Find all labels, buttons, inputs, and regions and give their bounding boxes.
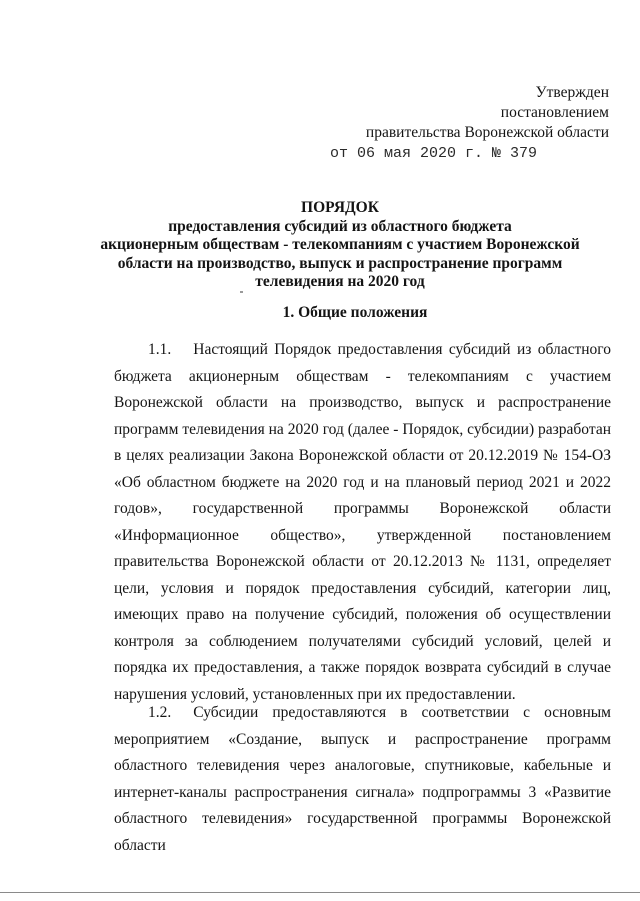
- approval-line-government: правительства Воронежской области: [365, 124, 609, 141]
- paragraph-text: Субсидии предоставляются в соответствии с основным мероприятием «Создание, выпуск и распространение программ областного телевидения через аналоговые, спутниковые, кабельные и интернет-каналы распространения сигнала» подпрограммы 3 «Развитие областного телевидения» государственной программы Воронежской области: [114, 704, 611, 854]
- section-heading: 1. Общие положения: [282, 304, 428, 321]
- title-line-3: области на производство, выпуск и распространение программ: [117, 254, 563, 272]
- paragraph-text: Настоящий Порядок предоставления субсидий из областного бюджета акционерным обществам - телекомпаниям с участием Воронежской области на производство, выпуск и распространение программ телевидения на 2020 год (далее - Порядок, субсидии) разработан в целях реализации Закона Воронежской области от 20.12.2019 № 154-ОЗ «Об областном бюджете на 2020 год и на плановый период 2021 и 2022 годов», государственной программы Воронежской области «Информационное общество», утвержденной постановлением правительства Воронежской области от 20.12.2013 № 1131, определяет цели, условия и порядок предоставления субсидий, категории лиц, имеющих право на получение субсидий, положения об осуществлении контроля за соблюдением получателями субсидий условий, целей и порядка их предоставления, а также порядок возврата субсидий в случае нарушения условий, установленных при их предоставлении.: [114, 341, 611, 703]
- title-line-1: предоставления субсидий из областного бюджета: [168, 217, 512, 235]
- approval-line-resolution: постановлением: [500, 104, 609, 121]
- scan-speck: [240, 291, 243, 293]
- paragraph-1-2: [114, 700, 611, 859]
- paragraph-1-1: [114, 337, 611, 708]
- approval-line-approved: Утвержден: [535, 84, 609, 101]
- page-bottom-edge: [0, 892, 640, 893]
- title-line-4: телевидения на 2020 год: [255, 273, 425, 291]
- title-main: ПОРЯДОК: [301, 199, 379, 216]
- approval-stamp-block: [330, 83, 609, 164]
- paragraph-number: 1.1.: [148, 341, 172, 358]
- title-line-2: акционерным обществам - телекомпаниям с участием Воронежской: [100, 236, 580, 254]
- approval-date-number: от 06 мая 2020 г. № 379: [329, 145, 537, 162]
- paragraph-number: 1.2.: [148, 704, 172, 721]
- document-title: [80, 199, 600, 292]
